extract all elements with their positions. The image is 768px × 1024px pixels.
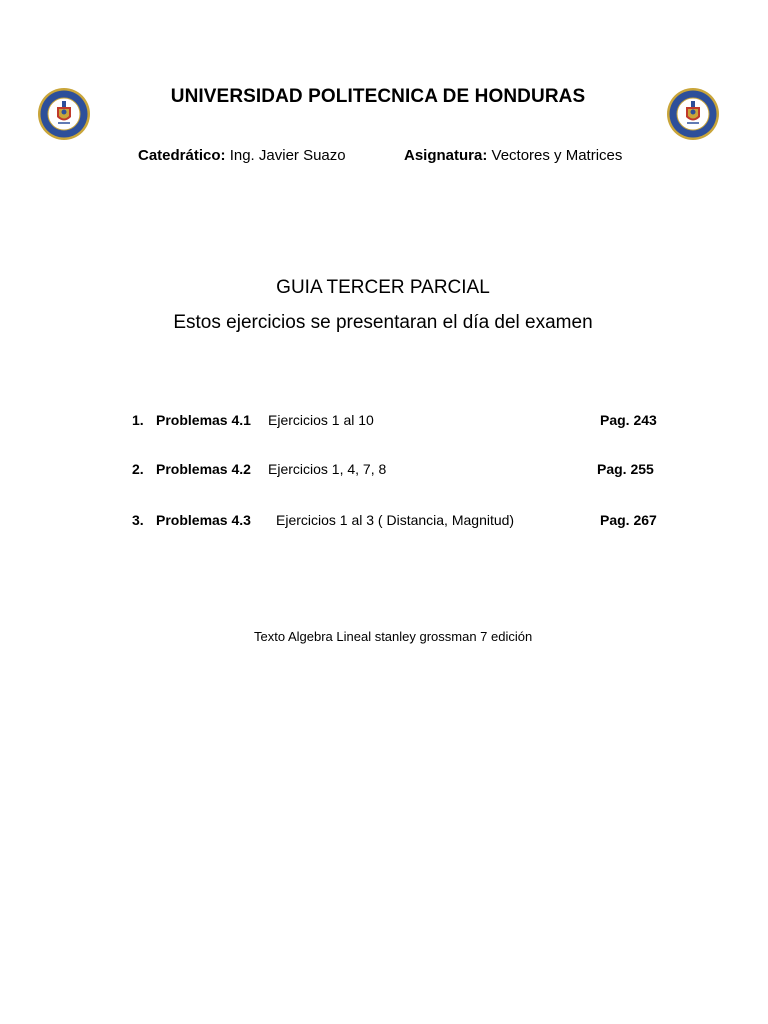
item-exercises: Ejercicios 1 al 3 ( Distancia, Magnitud): [276, 512, 515, 528]
list-item: [0, 412, 768, 432]
asignatura-label: Asignatura:: [404, 147, 488, 164]
asignatura-value: Vectores y Matrices: [491, 147, 623, 164]
catedratico-label: Catedrático:: [138, 147, 226, 164]
guide-title: GUIA TERCER PARCIAL: [276, 277, 490, 298]
item-exercises: Ejercicios 1, 4, 7, 8: [268, 461, 387, 477]
guide-subtitle: Estos ejercicios se presentaran el día del examen: [173, 312, 593, 333]
list-item: [0, 512, 768, 532]
item-page: Pag. 267: [600, 512, 657, 528]
item-number: 2.: [132, 461, 144, 477]
item-number: 3.: [132, 512, 144, 528]
item-page: Pag. 255: [597, 461, 654, 477]
catedratico-value: Ing. Javier Suazo: [229, 147, 346, 164]
catedratico-line: [138, 147, 346, 164]
textbook-reference: Texto Algebra Lineal stanley grossman 7 edición: [254, 629, 533, 644]
item-problem: Problemas 4.1: [156, 412, 251, 428]
list-item: [0, 461, 768, 481]
item-problem: Problemas 4.2: [156, 461, 251, 477]
item-problem: Problemas 4.3: [156, 512, 251, 528]
university-title: UNIVERSIDAD POLITECNICA DE HONDURAS: [170, 86, 586, 107]
item-exercises: Ejercicios 1 al 10: [268, 412, 374, 428]
item-page: Pag. 243: [600, 412, 657, 428]
item-number: 1.: [132, 412, 144, 428]
asignatura-line: [404, 147, 622, 164]
